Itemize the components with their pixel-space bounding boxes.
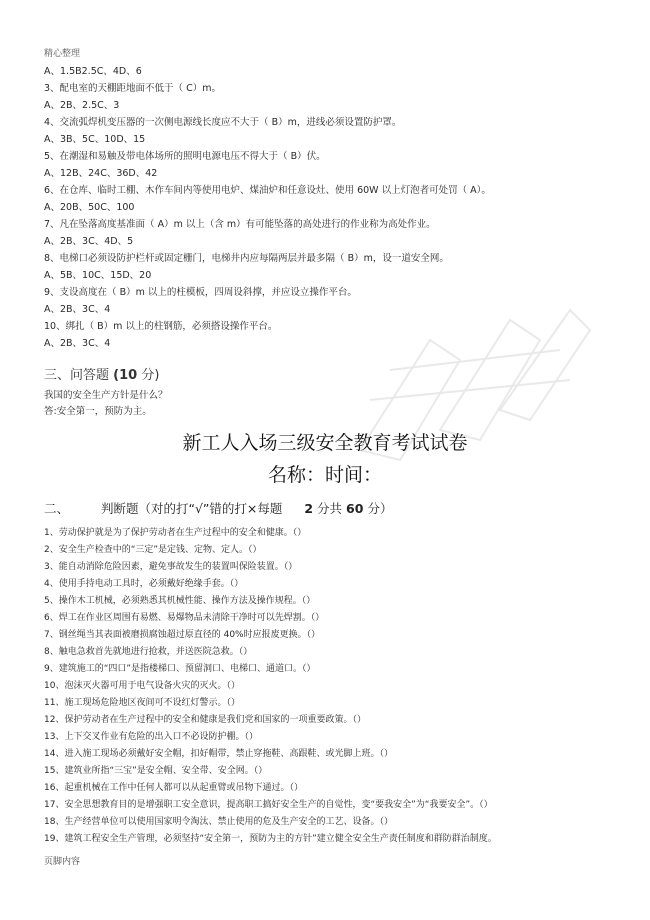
judge-item: 6、焊工在作业区周围有易燃、易爆物品未清除干净时可以先焊割。（）	[44, 613, 325, 623]
qa-section-heading	[44, 364, 159, 383]
judge-mid: 分共	[317, 501, 343, 516]
judge-end: 分）	[367, 501, 393, 516]
watermark-stamp	[340, 280, 600, 480]
judge-total: 60	[346, 501, 364, 516]
choice-line: A、3B、5C、10D、15	[44, 134, 146, 145]
choice-line: A、2B、3C、4D、5	[44, 236, 134, 247]
qa-question: 我国的安全生产方针是什么？	[44, 390, 168, 401]
choice-line: 6、在仓库、临时工棚、木作车间内等使用电炉、煤油炉和任意设灶、使用 60W 以上灯泡者可处罚（ A）。	[44, 185, 491, 196]
judge-item: 18、生产经营单位可以使用国家明令淘汰、禁止使用的危及生产安全的工艺、设备。（）	[44, 817, 393, 827]
judge-item: 14、进入施工现场必须戴好安全帽，扣好帽带，禁止穿拖鞋、高跟鞋、或光脚上班。（）	[44, 749, 393, 759]
judge-item: 16、起重机械在工作中任何人都可以从起重臂或吊物下通过。（）	[44, 783, 303, 793]
exam-subtitle: 名称：时间：	[267, 464, 382, 486]
judge-item: 15、建筑业所指“三宝”是安全帽、安全带、安全网。（）	[44, 766, 268, 776]
judge-item: 12、保护劳动者在生产过程中的安全和健康是我们党和国家的一项重要政策。（）	[44, 715, 366, 725]
choice-line: A、12B、24C、36D、42	[44, 168, 158, 179]
choice-line: 4、交流弧焊机变压器的一次侧电源线长度应不大于（ B）m，进线必须设置防护罩。	[44, 117, 402, 128]
exam-title: 新工人入场三级安全教育考试试卷	[182, 432, 468, 454]
footer-label: 页脚内容	[44, 857, 81, 867]
choice-line: 9、支设高度在（ B）m 以上的柱模板，四周设斜撑，并应设立操作平台。	[44, 287, 357, 298]
qa-section-unit: 分)	[141, 368, 160, 383]
qa-section-score: (10	[113, 368, 138, 383]
judge-item: 2、安全生产检查中的“三定”是定钱、定物、定人。（）	[44, 545, 262, 555]
judge-item: 13、上下交叉作业有危险的出入口不必设防护棚。（）	[44, 732, 258, 742]
choice-line: A、1.5B2.5C、4D、6	[44, 66, 142, 77]
judge-item: 19、建筑工程安全生产管理，必须坚持“安全第一，预防为主的方针”建立健全安全生产责任制度和群防群治制度。	[44, 834, 497, 844]
choice-line: A、20B、50C、100	[44, 202, 135, 213]
judge-text: 判断题（对的打“√”错的打×每题	[100, 501, 283, 516]
choice-line: 8、电梯口必须设防护栏杆或固定栅门，电梯井内应每隔两层并最多隔（ B）m，设一道安全网。	[44, 253, 449, 264]
judge-item: 8、触电急救首先就地进行抢救，并送医院急救。（）	[44, 647, 253, 657]
header-label: 精心整理	[44, 49, 81, 59]
choice-line: A、2B、2.5C、3	[44, 100, 120, 111]
judge-item: 11、施工现场危险地区夜间可不设红灯警示。（）	[44, 698, 240, 708]
choice-line: A、5B、10C、15D、20	[44, 270, 152, 281]
choice-line: 7、凡在坠落高度基准面（ A）m 以上（含 m）有可能坠落的高处进行的作业称为高处作业。	[44, 219, 436, 230]
choice-line: A、2B、3C、4	[44, 304, 111, 315]
choice-line: 3、配电室的天棚距地面不低于（ C）m。	[44, 83, 221, 94]
judge-item: 1、劳动保护就是为了保护劳动者在生产过程中的安全和健康。（）	[44, 528, 307, 538]
choice-line: 5、在潮湿和易触及带电体场所的照明电源电压不得大于（ B）伏。	[44, 151, 326, 162]
judge-item: 7、钢丝绳当其表面被磨损腐蚀超过原直径的 40%时应报废更换。（）	[44, 630, 321, 640]
judge-item: 5、操作木工机械，必须熟悉其机械性能、操作方法及操作规程。（）	[44, 596, 316, 606]
judge-item: 10、泡沫灭火器可用于电气设备火灾的灭火。（）	[44, 681, 240, 691]
qa-answer: 答:安全第一，预防为主。	[44, 406, 152, 417]
judge-score: 2	[304, 501, 314, 516]
choice-line: A、2B、3C、4	[44, 338, 111, 349]
judge-item: 9、建筑施工的“四口”是指楼梯口、预留洞口、电梯口、通道口。（）	[44, 664, 316, 674]
judge-prefix: 二、	[44, 501, 70, 516]
judge-item: 4、使用手持电动工具时，必须戴好绝缘手套。（）	[44, 579, 244, 589]
choice-line: 10、绑扎（ B）m 以上的柱钢筋，必须搭设操作平台。	[44, 321, 278, 332]
judge-item: 3、能自动消除危险因素，避免事故发生的装置叫保险装置。（）	[44, 562, 298, 572]
judge-item: 17、安全思想教育目的是增强职工安全意识，提高职工搞好安全生产的自觉性，变“要我安全”为“我要安全”。（）	[44, 800, 493, 810]
judge-section-heading	[44, 499, 392, 517]
qa-section-title: 三、问答题	[44, 368, 110, 383]
